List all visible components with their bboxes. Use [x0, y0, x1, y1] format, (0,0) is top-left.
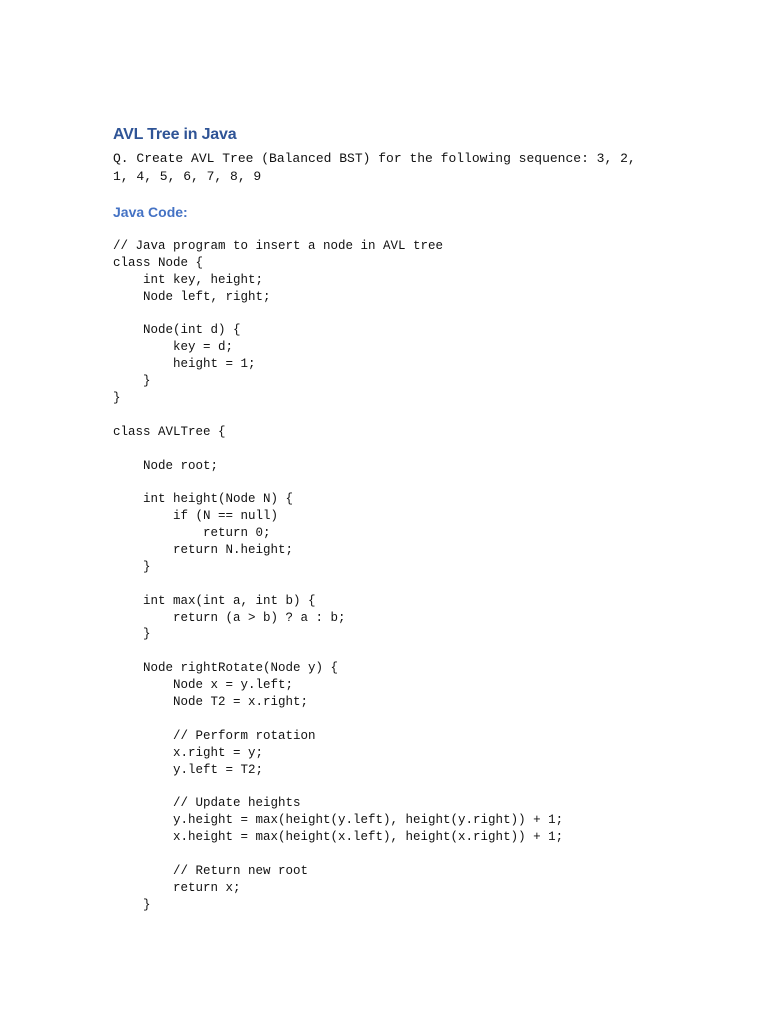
code-block: [113, 238, 713, 914]
code-line: }: [113, 627, 151, 642]
code-line: [113, 474, 713, 491]
code-line: class AVLTree {: [113, 424, 226, 439]
code-line: Node T2 = x.right;: [113, 695, 309, 710]
question-text: Q. Create AVL Tree (Balanced BST) for the following sequence: 3, 2, 1, 4, 5, 6, 7, 8, 9: [113, 151, 644, 184]
code-line: Node left, right;: [113, 289, 271, 304]
code-line: // Return new root: [113, 863, 309, 878]
code-line: [113, 779, 713, 796]
code-line: }: [113, 897, 151, 912]
code-line: x.right = y;: [113, 745, 264, 760]
code-line: [113, 441, 713, 458]
code-line: int key, height;: [113, 272, 264, 287]
code-line: [113, 643, 713, 660]
code-line: }: [113, 374, 151, 389]
code-line: class Node {: [113, 255, 204, 270]
code-line: return 0;: [113, 526, 271, 541]
code-line: if (N == null): [113, 509, 279, 524]
code-line: }: [113, 391, 121, 406]
code-line: Node rightRotate(Node y) {: [113, 661, 339, 676]
code-line: int height(Node N) {: [113, 492, 294, 507]
code-line: // Java program to insert a node in AVL tree: [113, 239, 444, 253]
code-line: y.left = T2;: [113, 762, 264, 777]
code-line: return (a > b) ? a : b;: [113, 610, 346, 625]
code-line: y.height = max(height(y.left), height(y.right)) + 1;: [113, 813, 564, 828]
code-line: [113, 407, 713, 424]
code-line: x.height = max(height(x.left), height(x.right)) + 1;: [113, 830, 564, 845]
code-line: Node x = y.left;: [113, 678, 294, 693]
code-line: key = d;: [113, 340, 234, 355]
code-line: [113, 846, 713, 863]
code-line: Node root;: [113, 458, 219, 473]
document-page: [113, 124, 713, 914]
code-line: [113, 576, 713, 593]
code-line: [113, 711, 713, 728]
code-line: height = 1;: [113, 357, 256, 372]
code-line: Node(int d) {: [113, 323, 241, 338]
code-line: int max(int a, int b) {: [113, 593, 316, 608]
code-line: return N.height;: [113, 543, 294, 558]
section-heading: Java Code:: [113, 204, 188, 220]
code-line: // Perform rotation: [113, 728, 316, 743]
code-line: // Update heights: [113, 796, 301, 811]
code-line: return x;: [113, 880, 241, 895]
code-line: }: [113, 559, 151, 574]
document-title: AVL Tree in Java: [113, 126, 237, 143]
code-line: [113, 306, 713, 323]
